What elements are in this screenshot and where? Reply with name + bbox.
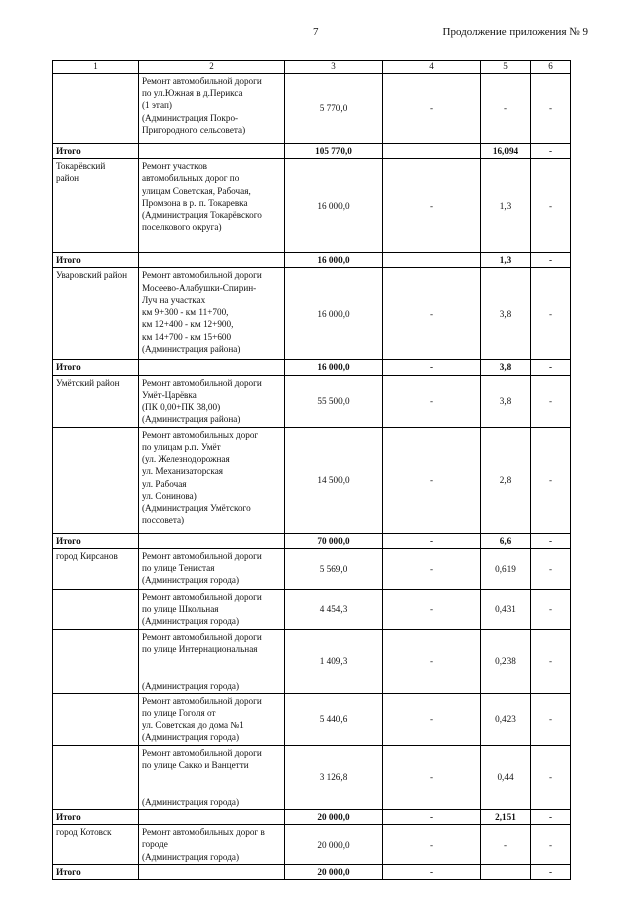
- description-cell: Ремонт автомобильной дороги по улице Тенистая (Администрация города): [139, 548, 285, 589]
- length-cell: 2,151: [481, 809, 531, 824]
- length-cell: 0,44: [481, 745, 531, 809]
- length-cell: 6,6: [481, 533, 531, 548]
- length-cell: 0,423: [481, 693, 531, 745]
- col4-cell: -: [383, 159, 481, 253]
- col4-cell: -: [383, 693, 481, 745]
- page-number: 7: [313, 26, 319, 38]
- col6-cell: -: [531, 825, 571, 865]
- table-row: [53, 589, 571, 629]
- col-header-3: 3: [285, 61, 383, 74]
- description-cell: [139, 253, 285, 268]
- total-row: [53, 865, 571, 880]
- col4-cell: -: [383, 809, 481, 824]
- col-header-5: 5: [481, 61, 531, 74]
- col6-cell: -: [531, 375, 571, 427]
- col4-cell: -: [383, 629, 481, 693]
- description-cell: Ремонт участков автомобильных дорог по улицам Советская, Рабочая, Промзона в р. п. Токаревка (Администрация Токарёвского поселкового округа): [139, 159, 285, 253]
- col-header-1: 1: [53, 61, 139, 74]
- col4-cell: -: [383, 548, 481, 589]
- length-cell: 3,8: [481, 360, 531, 375]
- description-cell: Ремонт автомобильной дороги по улице Гоголя от ул. Советская до дома №1 (Администрация города): [139, 693, 285, 745]
- length-cell: 1,3: [481, 159, 531, 253]
- amount-cell: 16 000,0: [285, 253, 383, 268]
- appendix-continuation-note: Продолжение приложения № 9: [442, 26, 588, 38]
- col4-cell: [383, 143, 481, 158]
- district-cell: [53, 693, 139, 745]
- length-cell: -: [481, 825, 531, 865]
- col6-cell: -: [531, 809, 571, 824]
- district-cell: Токарёвский район: [53, 159, 139, 253]
- length-cell: 1,3: [481, 253, 531, 268]
- district-cell: Итого: [53, 865, 139, 880]
- district-cell: [53, 629, 139, 693]
- district-cell: Итого: [53, 143, 139, 158]
- table-row: [53, 268, 571, 360]
- col6-cell: -: [531, 253, 571, 268]
- length-cell: 0,431: [481, 589, 531, 629]
- col4-cell: -: [383, 745, 481, 809]
- length-cell: 0,238: [481, 629, 531, 693]
- amount-cell: 1 409,3: [285, 629, 383, 693]
- length-cell: 0,619: [481, 548, 531, 589]
- description-cell: [139, 533, 285, 548]
- district-cell: Итого: [53, 253, 139, 268]
- col6-cell: -: [531, 693, 571, 745]
- description-cell: Ремонт автомобильных дорог по улицам р.п. Умёт (ул. Железнодорожная ул. Механизаторская ул. Рабочая ул. Сонинова) (Администрация Умётского поссовета): [139, 427, 285, 533]
- col4-cell: -: [383, 865, 481, 880]
- table-row: [53, 825, 571, 865]
- column-number-row: [53, 61, 571, 74]
- description-cell: [139, 865, 285, 880]
- district-cell: Итого: [53, 360, 139, 375]
- col6-cell: -: [531, 548, 571, 589]
- col4-cell: -: [383, 73, 481, 143]
- district-cell: [53, 73, 139, 143]
- amount-cell: 14 500,0: [285, 427, 383, 533]
- total-row: [53, 253, 571, 268]
- length-cell: 3,8: [481, 375, 531, 427]
- col-header-2: 2: [139, 61, 285, 74]
- length-cell: 3,8: [481, 268, 531, 360]
- amount-cell: 5 440,6: [285, 693, 383, 745]
- length-cell: 16,094: [481, 143, 531, 158]
- col6-cell: -: [531, 589, 571, 629]
- amount-cell: 70 000,0: [285, 533, 383, 548]
- col-header-6: 6: [531, 61, 571, 74]
- length-cell: 2,8: [481, 427, 531, 533]
- description-cell: Ремонт автомобильной дороги по ул.Южная в д.Перикса (1 этап) (Администрация Покро- Пригородного сельсовета): [139, 73, 285, 143]
- col6-cell: -: [531, 268, 571, 360]
- col4-cell: -: [383, 427, 481, 533]
- description-cell: Ремонт автомобильных дорог в городе (Администрация города): [139, 825, 285, 865]
- total-row: [53, 143, 571, 158]
- roads-repair-table: [52, 60, 571, 880]
- col6-cell: -: [531, 533, 571, 548]
- col6-cell: -: [531, 427, 571, 533]
- total-row: [53, 533, 571, 548]
- amount-cell: 4 454,3: [285, 589, 383, 629]
- col4-cell: -: [383, 375, 481, 427]
- district-cell: Уваровский район: [53, 268, 139, 360]
- table-row: [53, 427, 571, 533]
- table-row: [53, 375, 571, 427]
- col4-cell: -: [383, 360, 481, 375]
- table-row: [53, 73, 571, 143]
- table-row: [53, 629, 571, 693]
- col4-cell: -: [383, 533, 481, 548]
- total-row: [53, 360, 571, 375]
- total-row: [53, 809, 571, 824]
- description-cell: Ремонт автомобильной дороги Мосеево-Алабушки-Спирин- Луч на участках км 9+300 - км 11+700, км 12+400 - км 12+900, км 14+700 - км 15+600 (Администрация района): [139, 268, 285, 360]
- amount-cell: 5 770,0: [285, 73, 383, 143]
- col4-cell: [383, 253, 481, 268]
- amount-cell: 16 000,0: [285, 360, 383, 375]
- col4-cell: -: [383, 825, 481, 865]
- amount-cell: 20 000,0: [285, 825, 383, 865]
- table-row: [53, 745, 571, 809]
- col6-cell: -: [531, 360, 571, 375]
- table-row: [53, 693, 571, 745]
- amount-cell: 20 000,0: [285, 809, 383, 824]
- amount-cell: 16 000,0: [285, 159, 383, 253]
- col4-cell: -: [383, 268, 481, 360]
- description-cell: [139, 809, 285, 824]
- amount-cell: 105 770,0: [285, 143, 383, 158]
- description-cell: Ремонт автомобильной дороги по улице Интернациональная (Администрация города): [139, 629, 285, 693]
- district-cell: город Котовск: [53, 825, 139, 865]
- col6-cell: -: [531, 159, 571, 253]
- district-cell: [53, 589, 139, 629]
- description-cell: [139, 143, 285, 158]
- amount-cell: 16 000,0: [285, 268, 383, 360]
- amount-cell: 3 126,8: [285, 745, 383, 809]
- description-cell: Ремонт автомобильной дороги Умёт-Царёвка (ПК 0,00+ПК 38,00) (Администрация района): [139, 375, 285, 427]
- length-cell: [481, 865, 531, 880]
- amount-cell: 55 500,0: [285, 375, 383, 427]
- district-cell: город Кирсанов: [53, 548, 139, 589]
- district-cell: Умётский район: [53, 375, 139, 427]
- table-row: [53, 548, 571, 589]
- col6-cell: -: [531, 629, 571, 693]
- col-header-4: 4: [383, 61, 481, 74]
- table-row: [53, 159, 571, 253]
- col6-cell: -: [531, 865, 571, 880]
- amount-cell: 5 569,0: [285, 548, 383, 589]
- description-cell: Ремонт автомобильной дороги по улице Сакко и Ванцетти (Администрация города): [139, 745, 285, 809]
- description-cell: [139, 360, 285, 375]
- col6-cell: -: [531, 143, 571, 158]
- col4-cell: -: [383, 589, 481, 629]
- district-cell: Итого: [53, 809, 139, 824]
- description-cell: Ремонт автомобильной дороги по улице Школьная (Администрация города): [139, 589, 285, 629]
- col6-cell: -: [531, 73, 571, 143]
- district-cell: [53, 427, 139, 533]
- district-cell: [53, 745, 139, 809]
- length-cell: -: [481, 73, 531, 143]
- col6-cell: -: [531, 745, 571, 809]
- amount-cell: 20 000,0: [285, 865, 383, 880]
- district-cell: Итого: [53, 533, 139, 548]
